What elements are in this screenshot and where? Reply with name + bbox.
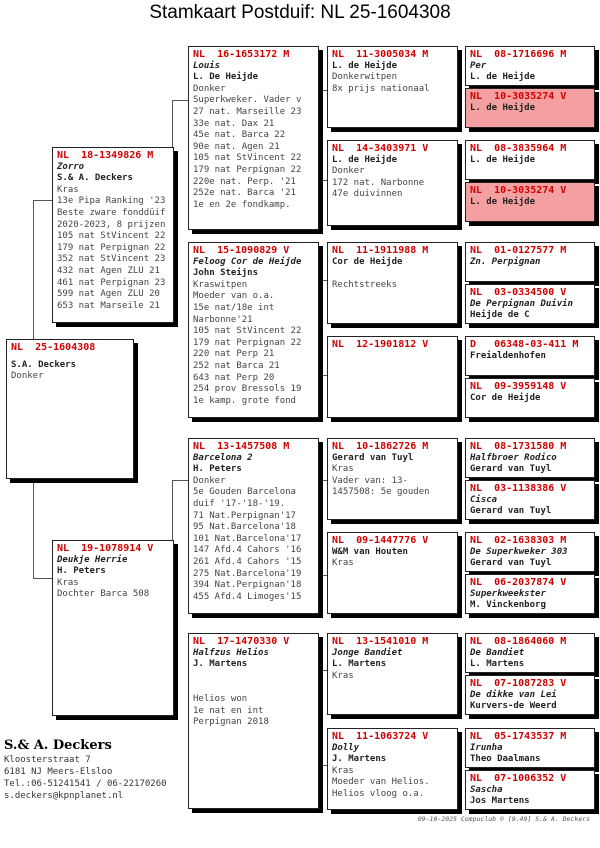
info: Rechtstreeks <box>332 279 398 290</box>
page-title: Stamkaart Postduif: NL 25-1604308 <box>149 2 451 23</box>
ring-number: NL 08-1864060 M <box>470 636 567 647</box>
info: Kras Moeder van Helios. Helios vloog o.a. <box>332 765 430 799</box>
info: Donkerwitpen 8x prijs nationaal <box>332 72 430 94</box>
owner: J. Martens <box>332 754 387 765</box>
owner: L. de Heijde <box>470 154 536 165</box>
ring-number: NL 13-1541010 M <box>332 636 429 647</box>
info: Kras <box>332 670 354 681</box>
pigeon-name: De dikke van Lei <box>470 689 557 700</box>
owner: L. de Heijde <box>332 60 398 71</box>
gg-grandparent-card[interactable] <box>465 182 595 222</box>
connector <box>33 200 34 340</box>
info: Helios won 1e nat en int Perpignan 2018 <box>193 693 269 728</box>
great-grandparent-card[interactable] <box>327 633 458 715</box>
ring-number: NL 03-0334500 V <box>470 287 567 298</box>
info: Kras <box>332 558 354 569</box>
gg-grandparent-card[interactable] <box>465 675 595 715</box>
info: Donker 5e Gouden Barcelona duif '17-'18-'19. 71 Nat.Perpignan'17 95 Nat.Barcelona'18 101 Nat.Barcelona'17 147 Afd.4 Cahors '16 261 Afd.4 Cahors '15 275 Nat.Barcelona'19 394 Nat.Perpignan'18 455 Afd.4 Limoges'15 <box>193 475 302 602</box>
owner: Gerard van Tuyl <box>470 464 552 475</box>
pigeon-name: De Perpignan Duivin <box>470 298 573 309</box>
grandparent-card[interactable] <box>188 438 319 614</box>
owner: L. Martens <box>332 659 387 670</box>
owner: Gerard van Tuyl <box>470 506 552 517</box>
info: Donker 172 nat. Narbonne 47e duivinnen <box>332 166 425 200</box>
owner: John Steijns <box>193 268 259 279</box>
owner: Kurvers-de Weerd <box>470 701 557 712</box>
owner: L. De Heijde <box>193 72 259 83</box>
pigeon-name: Zorro <box>57 161 85 172</box>
connector <box>172 480 188 481</box>
owner: J. Martens <box>193 659 248 670</box>
breeder-name: S.& A. Deckers <box>4 738 112 753</box>
great-grandparent-card[interactable] <box>327 532 458 614</box>
owner: M. Vinckenborg <box>470 600 546 611</box>
gg-grandparent-card[interactable] <box>465 728 595 768</box>
ring-number: NL 05-1743537 M <box>470 731 567 742</box>
ring-number: NL 13-1457508 M <box>193 441 290 452</box>
pigeon-name: Halfzus Helios <box>193 647 269 658</box>
owner: S.& A. Deckers <box>57 173 133 184</box>
owner: Cor de Heijde <box>332 256 403 267</box>
pigeon-name: Barcelona 2 <box>193 452 253 463</box>
owner: S.A. Deckers <box>11 359 77 370</box>
great-grandparent-card[interactable] <box>327 728 458 810</box>
owner: L. de Heijde <box>470 72 536 83</box>
pigeon-name: Feloog Cor de Heijde <box>193 256 302 267</box>
pigeon-name: Louis <box>193 60 221 71</box>
breeder-address <box>4 737 167 802</box>
ring-number: NL 09-1447776 V <box>332 535 429 546</box>
ring-number: NL 10-3035274 V <box>470 185 567 196</box>
info: Donker Superkweker. Vader v 27 nat. Marseille 23 33e nat. Dax 21 45e nat. Barca 22 90e nat. Agen 21 105 nat StVincent 22 179 nat Perpignan 22 220e nat. Perp. '21 252e nat. Barca '21 1e en 2e fondkamp. <box>193 83 302 210</box>
owner: Gerard van Tuyl <box>332 452 414 463</box>
connector <box>172 100 173 148</box>
pigeon-name: Superkweekster <box>470 588 546 599</box>
owner: Cor de Heijde <box>470 392 541 403</box>
pigeon-name: Halfbroer Rodico <box>470 452 557 463</box>
ring-number: D 06348-03-411 M <box>470 339 579 350</box>
owner: Heijde de C <box>470 310 530 321</box>
ring-number: NL 16-1653172 M <box>193 49 290 60</box>
ring-number: NL 19-1078914 V <box>57 543 154 554</box>
info: Kras Dochter Barca 508 <box>57 577 150 600</box>
info: Kras Vader van: 13- 1457508: 5e gouden <box>332 464 430 498</box>
owner: Jos Martens <box>470 796 530 807</box>
pigeon-name: Irunha <box>470 742 503 753</box>
print-credit: 09-10-2025 Compuclub © [9.49] S.& A. Deckers <box>417 815 590 823</box>
ring-number: NL 07-1087283 V <box>470 678 567 689</box>
gg-grandparent-card[interactable] <box>465 438 595 478</box>
owner: L. de Heijde <box>332 154 398 165</box>
ring-number: NL 02-1638303 M <box>470 535 567 546</box>
owner: H. Peters <box>57 566 106 577</box>
dam-card[interactable] <box>52 540 174 716</box>
great-grandparent-card[interactable] <box>327 336 458 418</box>
great-grandparent-card[interactable] <box>327 140 458 226</box>
connector <box>33 578 53 579</box>
pigeon-name: Deukje Herrie <box>57 554 128 565</box>
pigeon-name: Dolly <box>332 742 360 753</box>
ring-number: NL 10-3035274 V <box>470 91 567 102</box>
ring-number: NL 15-1090829 V <box>193 245 290 256</box>
gg-grandparent-card[interactable] <box>465 770 595 810</box>
grandparent-card[interactable] <box>188 46 319 230</box>
gg-grandparent-card[interactable] <box>465 88 595 128</box>
email-link[interactable]: s.deckers@kpnplanet.nl <box>4 791 124 801</box>
sire-card[interactable] <box>52 147 174 323</box>
gg-grandparent-card[interactable] <box>465 633 595 673</box>
pigeon-name: Cisca <box>470 494 498 505</box>
owner: Theo Daalmans <box>470 754 541 765</box>
pigeon-name: Jonge Bandiet <box>332 647 403 658</box>
ring-number: NL 11-3005034 M <box>332 49 429 60</box>
owner: W&M van Houten <box>332 546 408 557</box>
gg-grandparent-card[interactable] <box>465 242 595 282</box>
gg-grandparent-card[interactable] <box>465 284 595 324</box>
owner: H. Peters <box>193 464 242 475</box>
gg-grandparent-card[interactable] <box>465 140 595 180</box>
pigeon-name: Sascha <box>470 784 503 795</box>
ring-number: NL 18-1349826 M <box>57 150 154 161</box>
owner: L. de Heijde <box>470 102 536 113</box>
phone: Tel.:06-51241541 / 06-22170260 <box>4 779 167 789</box>
info: Kraswitpen Moeder van o.a. 15e nat/18e int Narbonne'21 105 nat StVincent 22 179 nat Perpignan 22 220 nat Perp 21 252 nat Barca 21 643 nat Perp 20 254 prov Bressols 19 1e kamp. grote fond <box>193 279 302 406</box>
subject-card[interactable] <box>6 339 134 479</box>
pigeon-name: Per <box>470 60 487 71</box>
ring-number: NL 08-3835964 M <box>470 143 567 154</box>
gg-grandparent-card[interactable] <box>465 480 595 520</box>
ring-number: NL 14-3403971 V <box>332 143 429 154</box>
pigeon-name: De Bandiet <box>470 647 525 658</box>
great-grandparent-card[interactable] <box>327 438 458 520</box>
ring-number: NL 12-1901812 V <box>332 339 429 350</box>
connector <box>172 480 173 540</box>
street: Kloosterstraat 7 <box>4 755 91 765</box>
gg-grandparent-card[interactable] <box>465 378 595 418</box>
gg-grandparent-card[interactable] <box>465 336 595 376</box>
gg-grandparent-card[interactable] <box>465 574 595 614</box>
owner: L. de Heijde <box>470 196 536 207</box>
ring-number: NL 01-0127577 M <box>470 245 567 256</box>
ring-number: NL 07-1006352 V <box>470 773 567 784</box>
ring-number: NL 03-1138386 V <box>470 483 567 494</box>
owner: Gerard van Tuyl <box>470 558 552 569</box>
city: 6181 NJ Meers-Elsloo <box>4 767 113 777</box>
owner: L. Martens <box>470 659 525 670</box>
ring-number: NL 25-1604308 <box>11 342 96 353</box>
pigeon-name: De Superkweker 303 <box>470 546 568 557</box>
ring-number: NL 06-2037874 V <box>470 577 567 588</box>
great-grandparent-card[interactable] <box>327 46 458 128</box>
grandparent-card[interactable] <box>188 633 319 809</box>
ring-number: NL 11-1063724 V <box>332 731 429 742</box>
gg-grandparent-card[interactable] <box>465 46 595 86</box>
connector <box>33 200 53 201</box>
pigeon-name: Zn. Perpignan <box>470 256 541 267</box>
ring-number: NL 10-1862726 M <box>332 441 429 452</box>
great-grandparent-card[interactable] <box>327 242 458 324</box>
ring-number: NL 08-1731580 M <box>470 441 567 452</box>
ring-number: NL 17-1470330 V <box>193 636 290 647</box>
info: Kras 13e Pipa Ranking '23 Beste zware fonddüif 2020-2023, 8 prijzen 105 nat StVincent 22 179 nat Perpignan 22 352 nat StVincent 23 432 nat Agen ZLU 21 461 nat Perpignan 23 599 nat Agen ZLU 20 653 nat Marseile 21 <box>57 184 166 311</box>
ring-number: NL 11-1911988 M <box>332 245 429 256</box>
owner: Freialdenhofen <box>470 350 546 361</box>
color: Donker <box>11 371 44 382</box>
ring-number: NL 08-1716696 M <box>470 49 567 60</box>
grandparent-card[interactable] <box>188 242 319 418</box>
ring-number: NL 09-3959148 V <box>470 381 567 392</box>
connector <box>172 100 188 101</box>
gg-grandparent-card[interactable] <box>465 532 595 572</box>
